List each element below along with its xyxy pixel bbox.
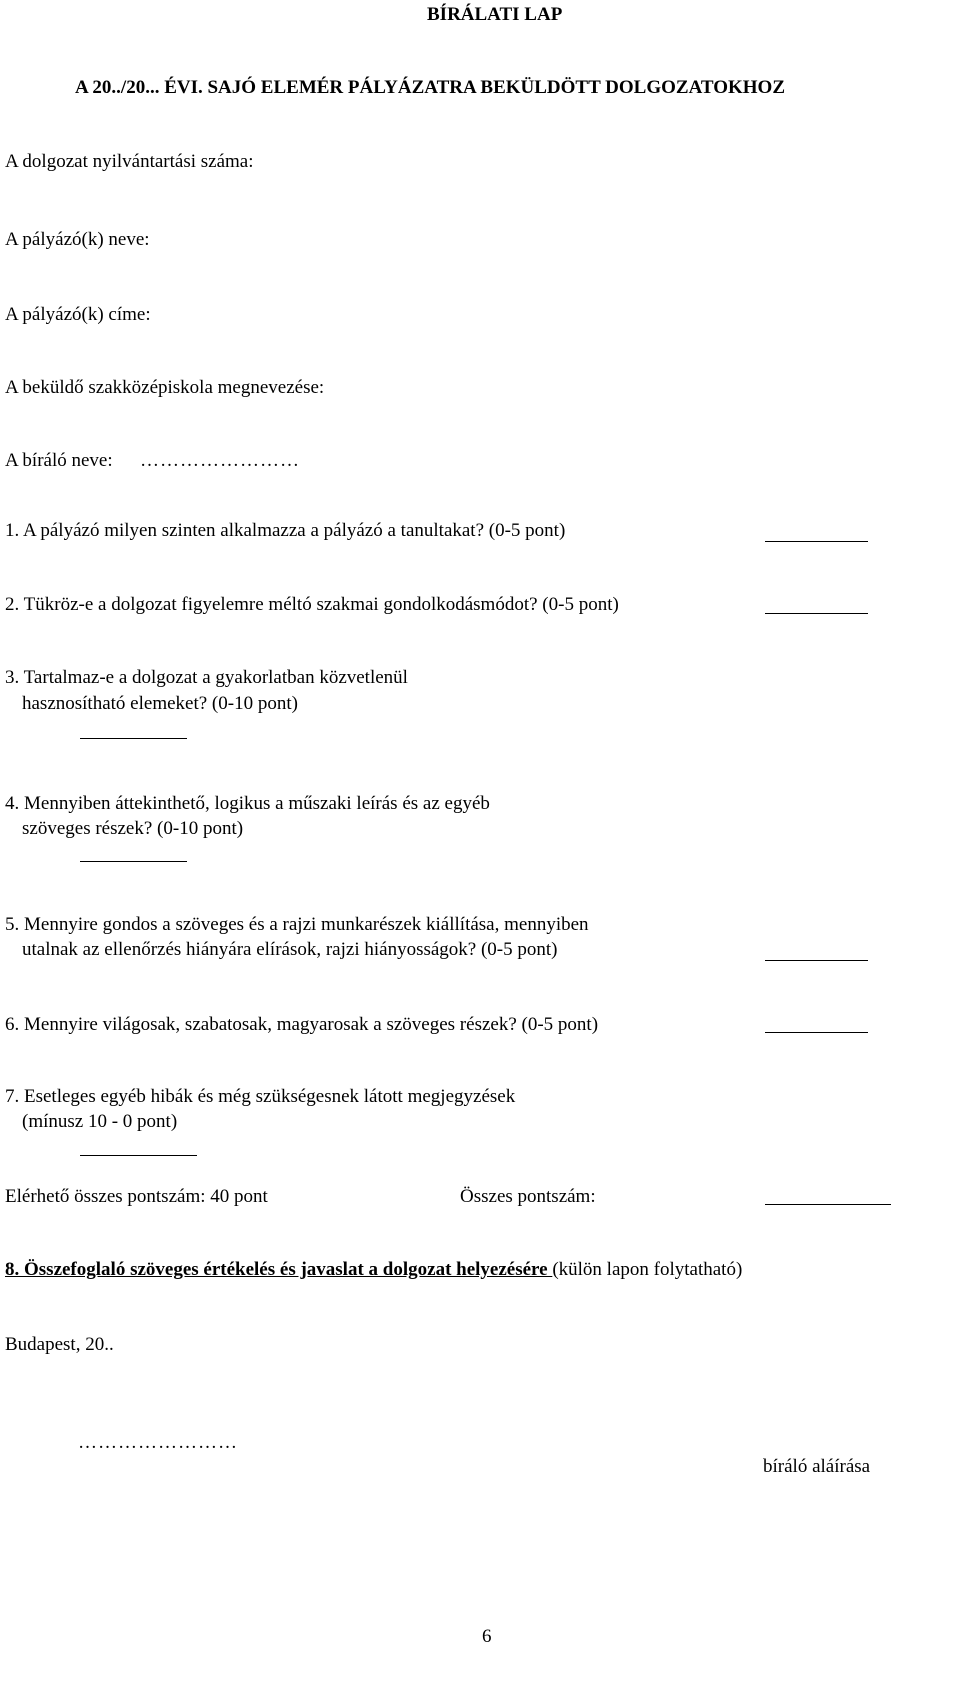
applicant-name-label: A pályázó(k) neve: <box>5 229 150 250</box>
question-4-line-1: 4. Mennyiben áttekinthető, logikus a műszaki leírás és az egyéb <box>5 793 490 814</box>
school-label: A beküldő szakközépiskola megnevezése: <box>5 377 325 398</box>
score-blank-q5[interactable] <box>765 960 868 961</box>
total-points-label: Összes pontszám: <box>460 1186 596 1207</box>
score-blank-q6[interactable] <box>765 1032 868 1033</box>
page-number: 6 <box>482 1626 492 1647</box>
question-1: 1. A pályázó milyen szinten alkalmazza a pályázó a tanultakat? (0-5 pont) <box>5 520 566 541</box>
question-3-line-1: 3. Tartalmaz-e a dolgozat a gyakorlatban közvetlenül <box>5 667 408 688</box>
max-points-label: Elérhető összes pontszám: 40 pont <box>5 1186 268 1207</box>
registration-number-label: A dolgozat nyilvántartási száma: <box>5 151 254 172</box>
signature-label: bíráló aláírása <box>763 1456 871 1477</box>
question-6: 6. Mennyire világosak, szabatosak, magyarosak a szöveges részek? (0-5 pont) <box>5 1014 599 1035</box>
page-subtitle: A 20../20... ÉVI. SAJÓ ELEMÉR PÁLYÁZATRA BEKÜLDÖTT DOLGOZATOKHOZ <box>75 77 786 98</box>
summary-row <box>5 1260 742 1279</box>
question-7-line-2: (mínusz 10 - 0 pont) <box>22 1111 178 1132</box>
summary-heading: 8. Összefoglaló szöveges értékelés és javaslat a dolgozat helyezésére <box>5 1259 553 1280</box>
question-4-line-2: szöveges részek? (0-10 pont) <box>22 818 244 839</box>
question-2: 2. Tükröz-e a dolgozat figyelemre méltó szakmai gondolkodásmódot? (0-5 pont) <box>5 594 619 615</box>
place-date: Budapest, 20.. <box>5 1334 114 1355</box>
question-5-line-1: 5. Mennyire gondos a szöveges és a rajzi munkarészek kiállítása, mennyiben <box>5 914 589 935</box>
score-blank-q2[interactable] <box>765 613 868 614</box>
score-blank-q1[interactable] <box>765 541 868 542</box>
signature-dots: …………………… <box>78 1432 238 1453</box>
score-blank-q3[interactable] <box>80 738 187 739</box>
score-blank-q4[interactable] <box>80 861 187 862</box>
question-7-line-1: 7. Esetleges egyéb hibák és még szükségesnek látott megjegyzések <box>5 1086 516 1107</box>
total-points-blank[interactable] <box>765 1204 891 1205</box>
score-blank-q7[interactable] <box>80 1155 197 1156</box>
summary-note: (külön lapon folytatható) <box>552 1259 743 1280</box>
question-5-line-2: utalnak az ellenőrzés hiányára elírások, rajzi hiányosságok? (0-5 pont) <box>22 939 558 960</box>
reviewer-name-dots: …………………… <box>140 450 300 471</box>
question-3-line-2: hasznosítható elemeket? (0-10 pont) <box>22 693 298 714</box>
reviewer-name-label: A bíráló neve: <box>5 450 113 471</box>
page-title: BÍRÁLATI LAP <box>427 4 563 25</box>
applicant-address-label: A pályázó(k) címe: <box>5 304 151 325</box>
